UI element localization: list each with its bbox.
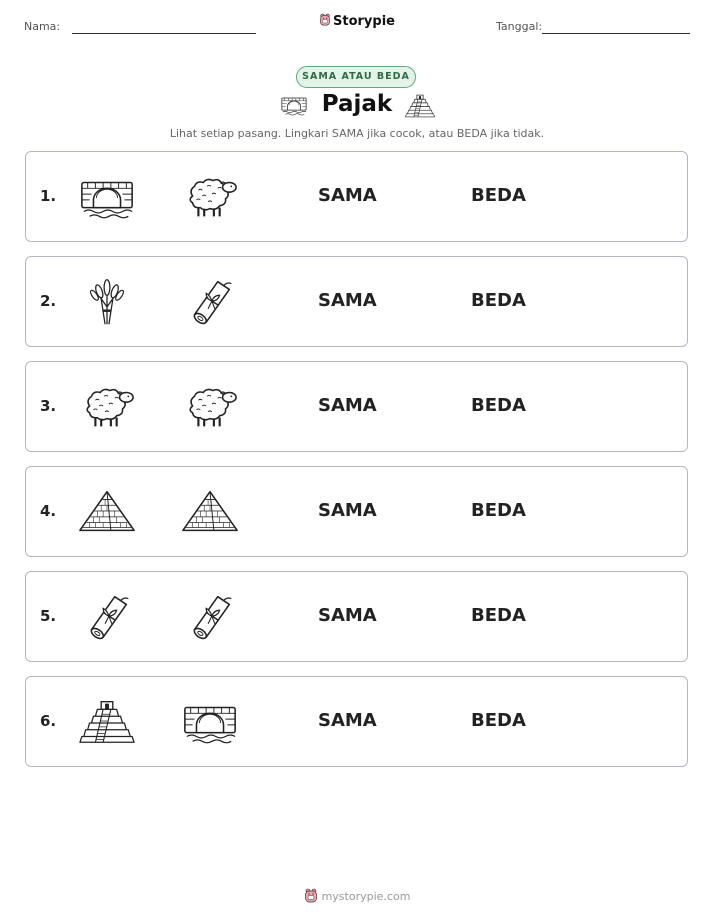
question-number: 1. <box>40 187 57 205</box>
pyramid-icon <box>78 487 136 537</box>
question-row-1 <box>25 151 688 242</box>
different-option[interactable]: BEDA <box>471 395 526 416</box>
different-option[interactable]: BEDA <box>471 185 526 206</box>
same-option[interactable]: SAMA <box>318 185 377 206</box>
name-line[interactable] <box>72 33 256 34</box>
name-label: Nama: <box>24 20 61 33</box>
question-number: 3. <box>40 397 57 415</box>
question-row-3 <box>25 361 688 452</box>
scroll-icon <box>181 592 239 642</box>
same-option[interactable]: SAMA <box>318 500 377 521</box>
same-option[interactable]: SAMA <box>318 290 377 311</box>
different-option[interactable]: BEDA <box>471 605 526 626</box>
question-number: 5. <box>40 607 57 625</box>
footer-site-link[interactable]: mystorypie.com <box>321 890 411 903</box>
question-number: 6. <box>40 712 57 730</box>
pyramid-icon <box>181 487 239 537</box>
storypie-pig-icon <box>319 13 331 27</box>
question-number: 2. <box>40 292 57 310</box>
date-line[interactable] <box>542 33 690 34</box>
question-number: 4. <box>40 502 57 520</box>
same-option[interactable]: SAMA <box>318 710 377 731</box>
question-row-6 <box>25 676 688 767</box>
temple-icon <box>404 93 436 119</box>
different-option[interactable]: BEDA <box>471 500 526 521</box>
question-row-2 <box>25 256 688 347</box>
scroll-icon <box>181 277 239 327</box>
temple-icon <box>78 697 136 747</box>
sheep-icon <box>181 172 239 222</box>
bridge-icon <box>181 697 239 747</box>
same-option[interactable]: SAMA <box>318 395 377 416</box>
wheat-icon <box>78 277 136 327</box>
footer <box>0 888 714 904</box>
page-title: Pajak <box>321 91 393 117</box>
sheep-icon <box>78 382 136 432</box>
bridge-icon <box>78 172 136 222</box>
scroll-icon <box>78 592 136 642</box>
worksheet-type-badge: SAMA ATAU BEDA <box>296 66 416 88</box>
question-row-5 <box>25 571 688 662</box>
different-option[interactable]: BEDA <box>471 290 526 311</box>
date-label: Tanggal: <box>496 20 543 33</box>
same-option[interactable]: SAMA <box>318 605 377 626</box>
storypie-pig-icon <box>304 888 318 904</box>
different-option[interactable]: BEDA <box>471 710 526 731</box>
instruction-text: Lihat setiap pasang. Lingkari SAMA jika cocok, atau BEDA jika tidak. <box>169 127 545 140</box>
brand-name: Storypie <box>333 14 395 29</box>
question-row-4 <box>25 466 688 557</box>
sheep-icon <box>181 382 239 432</box>
brand-logo <box>0 13 714 29</box>
